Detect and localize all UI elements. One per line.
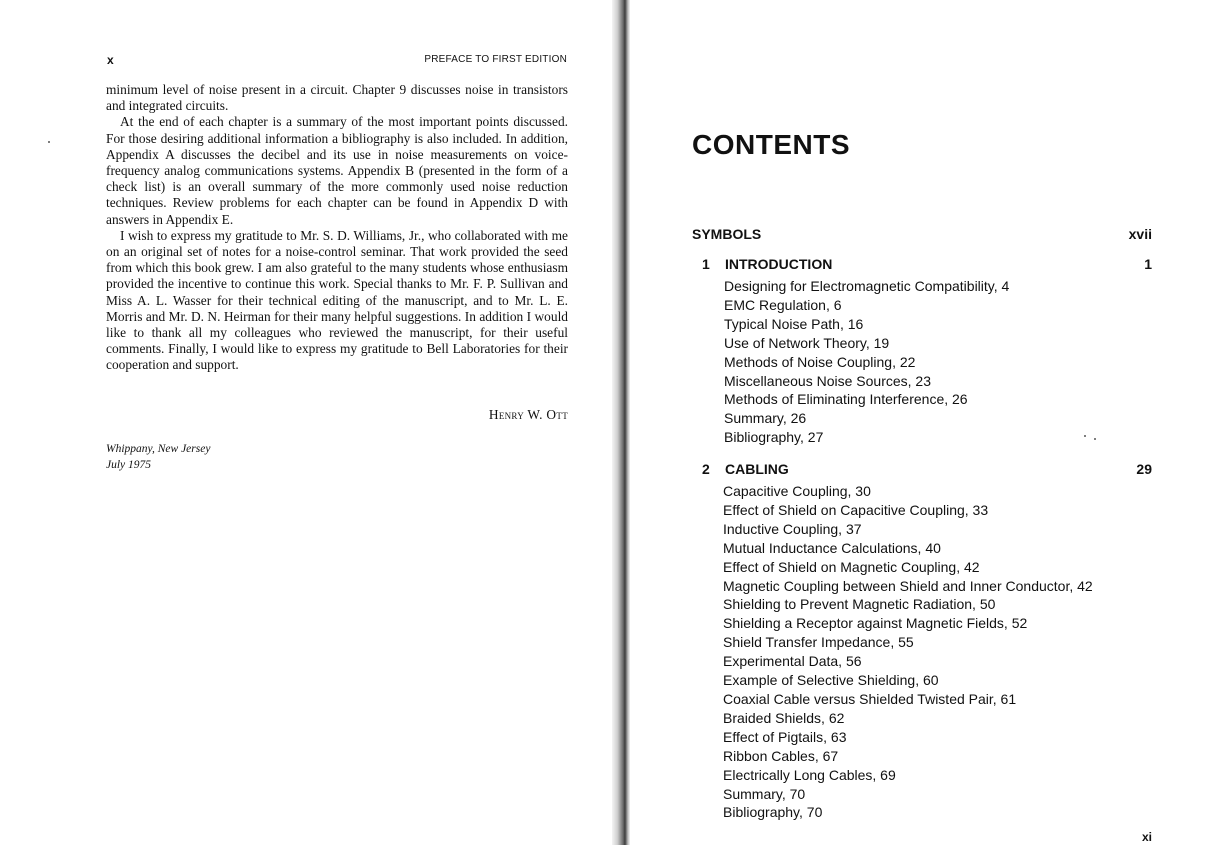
chapter-page: 29 [1136,461,1152,477]
toc-entry[interactable]: Capacitive Coupling, 30 [723,483,871,499]
preface-paragraph: minimum level of noise present in a circuit. Chapter 9 discusses noise in transistors and integrated circuits. [106,82,568,114]
page-folio-left: x [107,53,114,67]
toc-entry[interactable]: Braided Shields, 62 [723,709,845,726]
toc-entry[interactable]: Example of Selective Shielding, 60 [723,672,939,689]
contents-title: CONTENTS [692,129,850,160]
toc-entry[interactable]: Shield Transfer Impedance, 55 [723,634,914,651]
preface-paragraph: At the end of each chapter is a summary of the most important points discussed. For those desiring additional information a bibliography is also included. In addition, Appendix A discusses the decibel and its use in noise measurements on voice-frequency analog communications systems. Appendix B (presented in the form of a check list) is an overall summary of the more commonly used noise reduction techniques. Review problems for each chapter can be found in Appendix D with answers in Appendix E. [106,114,568,227]
toc-entry[interactable]: Bibliography, 70 [723,804,823,821]
scan-speck [1094,438,1096,440]
running-head-title: PREFACE TO FIRST EDITION [424,54,567,65]
toc-entry[interactable]: Mutual Inductance Calculations, 40 [723,539,941,556]
right-page [628,0,1224,865]
toc-chapter-2-entries [723,482,1143,822]
chapter-number: 1 [702,256,710,272]
scan-speck [48,141,50,143]
toc-entry[interactable]: Magnetic Coupling between Shield and Inner Conductor, 42 [723,577,1093,594]
toc-symbols-label: SYMBOLS [692,226,762,242]
toc-entry[interactable]: Methods of Eliminating Interference, 26 [724,391,968,408]
toc-entry[interactable]: Designing for Electromagnetic Compatibility, 4 [724,278,1010,294]
chapter-title: CABLING [725,461,789,477]
toc-entry[interactable]: Shielding to Prevent Magnetic Radiation, 50 [723,596,996,613]
toc-entry[interactable]: Summary, 70 [723,785,806,802]
toc-symbols-page: xvii [1128,226,1152,242]
toc-entry[interactable]: Effect of Shield on Capacitive Coupling, 33 [723,501,989,518]
toc-entry[interactable]: Shielding a Receptor against Magnetic Fields, 52 [723,615,1028,632]
toc-entry[interactable]: Effect of Pigtails, 63 [723,728,847,745]
toc-entry[interactable]: Experimental Data, 56 [723,653,862,670]
chapter-page: 1 [1144,256,1152,272]
place-and-date [106,441,210,473]
toc-entry[interactable]: Typical Noise Path, 16 [724,315,864,332]
author-signature: Henry W. Ott [488,407,568,422]
toc-entry[interactable]: Coaxial Cable versus Shielded Twisted Pair, 61 [723,690,1017,707]
preface-paragraph: I wish to express my gratitude to Mr. S. D. Williams, Jr., who collaborated with me on an original set of notes for a noise-control seminar. That work provided the seed from which this book grew. I am also grateful to the many students whose enthusiasm provided the incentive to continue this work. Special thanks to Mr. F. P. Sullivan and Miss A. L. Wasser for their technical editing of the manuscript, and to Mr. L. E. Morris and Mr. D. N. Heirman for their many helpful suggestions. In addition I would like to thank all my colleagues who reviewed the manuscript, for their useful comments. Finally, I would like to express my gratitude to Bell Laboratories for their cooperation and support. [106,227,568,373]
toc-entry[interactable]: Electrically Long Cables, 69 [723,766,896,783]
place: Whippany, New Jersey [106,443,211,455]
page-folio-right: xi [1141,830,1152,844]
toc-entry[interactable]: Ribbon Cables, 67 [723,747,839,764]
toc-entry[interactable]: Effect of Shield on Magnetic Coupling, 42 [723,558,980,575]
date: July 1975 [106,459,152,471]
toc-entry[interactable]: EMC Regulation, 6 [724,296,842,313]
running-head [107,53,567,67]
scan-speck [1084,435,1086,437]
toc-entry[interactable]: Inductive Coupling, 37 [723,520,862,537]
preface-text [106,82,568,374]
toc-entry[interactable]: Miscellaneous Noise Sources, 23 [724,372,931,389]
toc-chapter-1-entries [724,277,1144,447]
toc-entry[interactable]: Bibliography, 27 [724,429,824,446]
chapter-title: INTRODUCTION [725,256,833,272]
toc-entry[interactable]: Summary, 26 [724,410,807,427]
chapter-number: 2 [702,461,710,477]
toc-entry[interactable]: Use of Network Theory, 19 [724,334,890,351]
toc-entry[interactable]: Methods of Noise Coupling, 22 [724,353,916,370]
